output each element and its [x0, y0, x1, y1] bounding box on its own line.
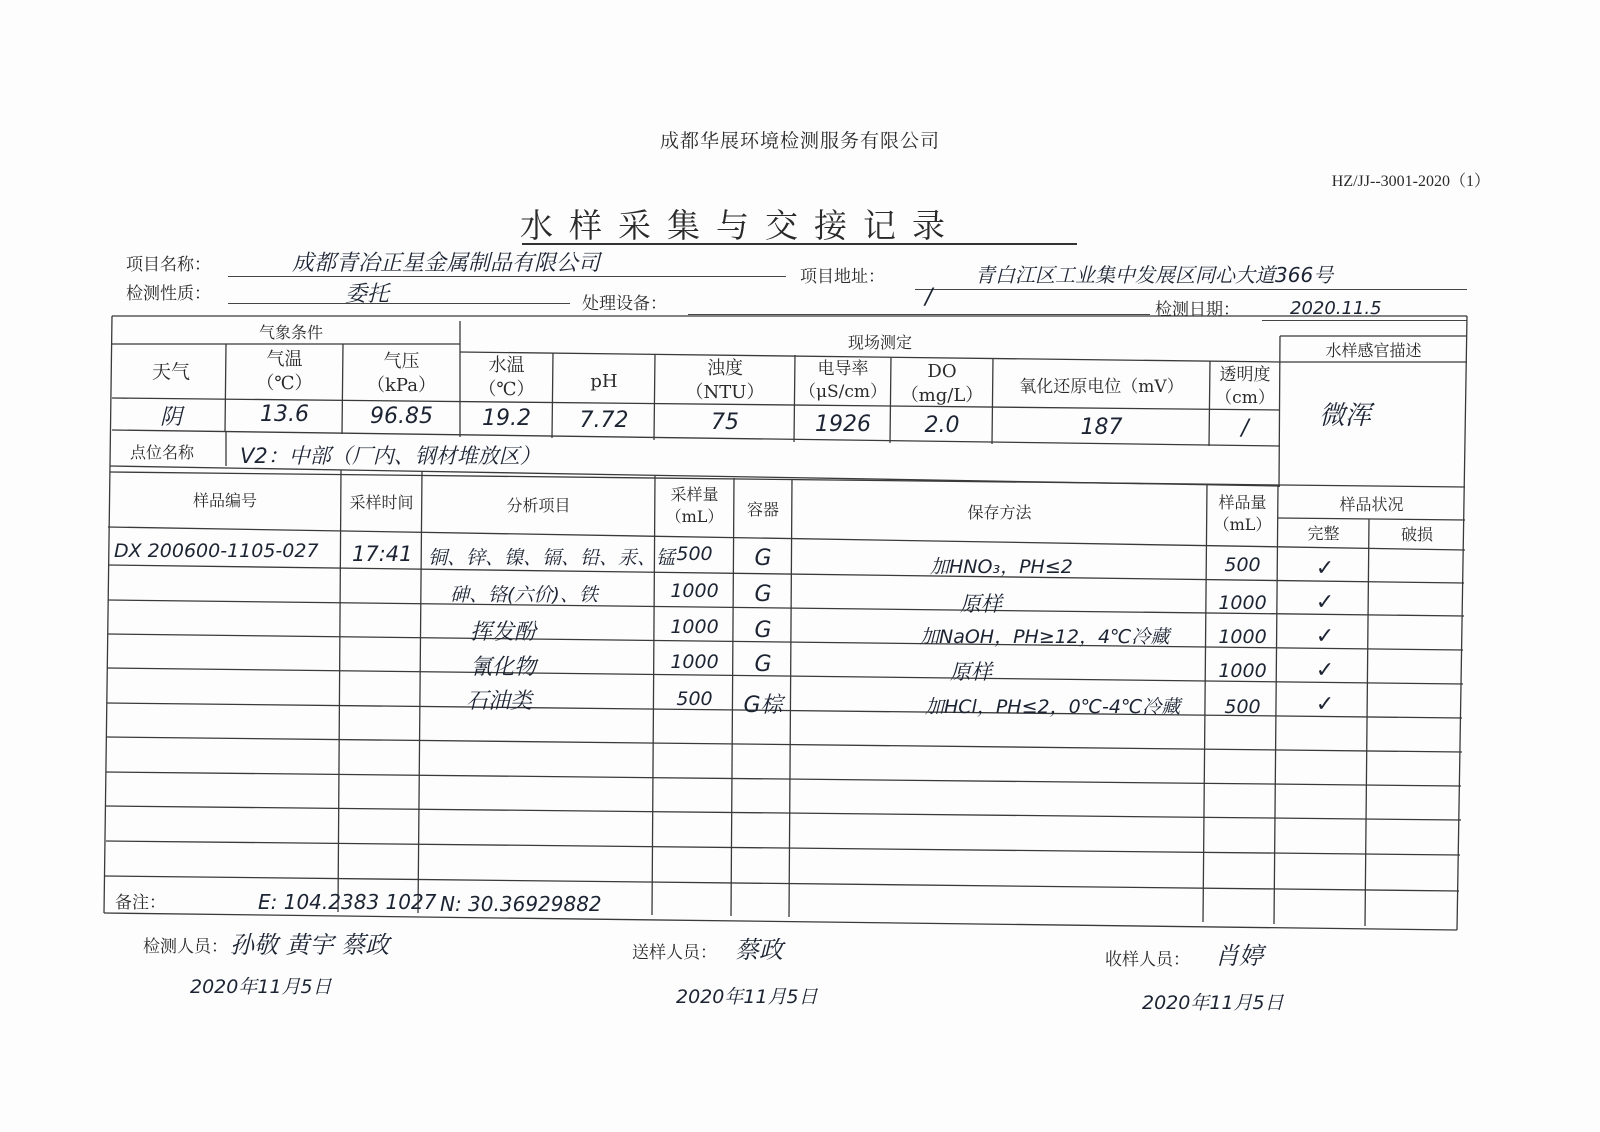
sample-time-header: 采样时间 — [349, 493, 414, 512]
analysis-item: 氰化物 — [470, 655, 537, 680]
transparency-label: 透明度 （cm） — [1215, 365, 1275, 408]
test-nature-value: 委托 — [345, 282, 390, 307]
intact-check: ✓ — [1315, 658, 1335, 683]
company-name: 成都华展环境检测服务有限公司 — [659, 130, 940, 152]
sample-volume: 500 — [676, 688, 713, 710]
weather-label: 天气 — [151, 361, 190, 383]
analysis-item: 石油类 — [466, 689, 533, 714]
preservation-method: 原样 — [950, 660, 992, 684]
project-name-label: 项目名称： — [126, 255, 211, 275]
turbidity-label: 浊度 （NTU） — [685, 358, 765, 404]
intact-check: ✓ — [1315, 624, 1335, 649]
sender-label: 送样人员： — [632, 943, 717, 963]
project-address-label: 项目地址： — [800, 267, 885, 287]
water-temp-label: 水温 （℃） — [478, 355, 535, 401]
container-header: 容器 — [746, 500, 779, 519]
weather-group-label: 气象条件 — [258, 323, 323, 342]
sample-volume-header: 样品量 （mL） — [1213, 493, 1272, 534]
equipment-value: / — [925, 285, 933, 310]
test-nature-label: 检测性质： — [126, 284, 211, 304]
volume-header: 采样量 （mL） — [665, 485, 724, 526]
remarks-east-coordinate: E: 104.2383 1027 — [258, 890, 437, 914]
sensory-label: 水样感官描述 — [1325, 341, 1422, 360]
damaged-header: 破损 — [1400, 525, 1433, 544]
sample-volume: 1000 — [670, 616, 719, 638]
intact-check: ✓ — [1315, 590, 1335, 615]
sensory-value: 微浑 — [1318, 401, 1371, 431]
container-type: G — [754, 618, 772, 643]
stored-volume: 500 — [1224, 696, 1261, 718]
air-temp-value: 13.6 — [260, 402, 309, 427]
equipment-label: 处理设备： — [582, 294, 667, 314]
status-header: 样品状况 — [1339, 495, 1404, 514]
sample-id: DX 200600-1105-027 — [114, 540, 319, 562]
stored-volume: 1000 — [1218, 626, 1267, 648]
document-number: HZ/JJ--3001-2020（1） — [1331, 173, 1490, 190]
container-type: G — [754, 546, 772, 571]
do-value: 2.0 — [924, 413, 960, 438]
intact-header: 完整 — [1307, 524, 1340, 543]
point-name-label: 点位名称 — [130, 443, 195, 462]
intact-check: ✓ — [1315, 692, 1335, 717]
inspector-date: 2020年11月5日 — [190, 976, 332, 998]
turbidity-value: 75 — [711, 410, 739, 435]
orp-label: 氧化还原电位（mV） — [1019, 377, 1184, 397]
air-temp-label: 气温 （℃） — [256, 349, 313, 395]
preservation-method: 加HCl，PH≤2，0℃-4℃冷藏 — [925, 696, 1181, 718]
sender-date: 2020年11月5日 — [676, 986, 818, 1008]
pressure-label: 气压 （kPa） — [367, 351, 436, 397]
ph-label: pH — [590, 371, 618, 392]
stored-volume: 500 — [1224, 554, 1261, 576]
preservation-method: 加HNO₃，PH≤2 — [930, 556, 1073, 578]
analysis-item: 铜、锌、镍、镉、铅、汞、锰 — [428, 547, 676, 569]
inspector-label: 检测人员： — [143, 937, 228, 957]
preservation-method: 原样 — [960, 592, 1002, 616]
sample-id-header: 样品编号 — [192, 491, 257, 510]
analysis-item: 砷、铬(六价)、铁 — [450, 584, 598, 606]
inspector-signature: 孙敬 黄宇 蔡政 — [230, 931, 390, 959]
ph-value: 7.72 — [579, 408, 629, 433]
transparency-value: / — [1241, 416, 1249, 441]
project-name-value: 成都青冶正星金属制品有限公司 — [292, 251, 601, 276]
analysis-item: 挥发酚 — [470, 620, 537, 645]
receiver-date: 2020年11月5日 — [1142, 992, 1284, 1014]
water-temp-value: 19.2 — [482, 406, 531, 431]
stored-volume: 1000 — [1218, 660, 1267, 682]
sample-volume: 1000 — [670, 651, 719, 673]
container-type: G — [754, 582, 772, 607]
pressure-value: 96.85 — [370, 404, 433, 429]
container-type: G — [754, 652, 772, 677]
point-name-value: V2：中部（厂内、钢材堆放区） — [240, 444, 541, 468]
preservation-header: 保存方法 — [967, 503, 1032, 522]
conductivity-label: 电导率 （μS/cm） — [798, 359, 888, 402]
sample-volume: 500 — [676, 543, 713, 565]
sample-volume: 1000 — [670, 580, 719, 602]
weather-value: 阴 — [159, 405, 182, 430]
stored-volume: 1000 — [1218, 592, 1267, 614]
conductivity-value: 1926 — [815, 412, 871, 437]
receiver-signature: 肖婷 — [1215, 942, 1263, 970]
intact-check: ✓ — [1315, 556, 1335, 581]
page-title: 水样采集与交接记录 — [520, 206, 961, 245]
field-group-label: 现场测定 — [847, 333, 912, 352]
test-date-value: 2020.11.5 — [1290, 298, 1382, 319]
receiver-label: 收样人员： — [1105, 950, 1190, 970]
sample-time: 17:41 — [352, 542, 413, 566]
sender-signature: 蔡政 — [735, 936, 783, 964]
do-label: DO （mg/L） — [900, 361, 984, 407]
preservation-method: 加NaOH，PH≥12，4℃冷藏 — [920, 626, 1170, 648]
container-type: G棕 — [743, 693, 783, 718]
test-date-label: 检测日期： — [1155, 300, 1240, 320]
project-address-value: 青白江区工业集中发展区同心大道366号 — [975, 263, 1334, 287]
remarks-label: 备注： — [115, 893, 166, 913]
orp-value: 187 — [1080, 415, 1123, 440]
remarks-north-coordinate: N: 30.36929882 — [440, 892, 602, 916]
analysis-header: 分析项目 — [506, 496, 571, 515]
